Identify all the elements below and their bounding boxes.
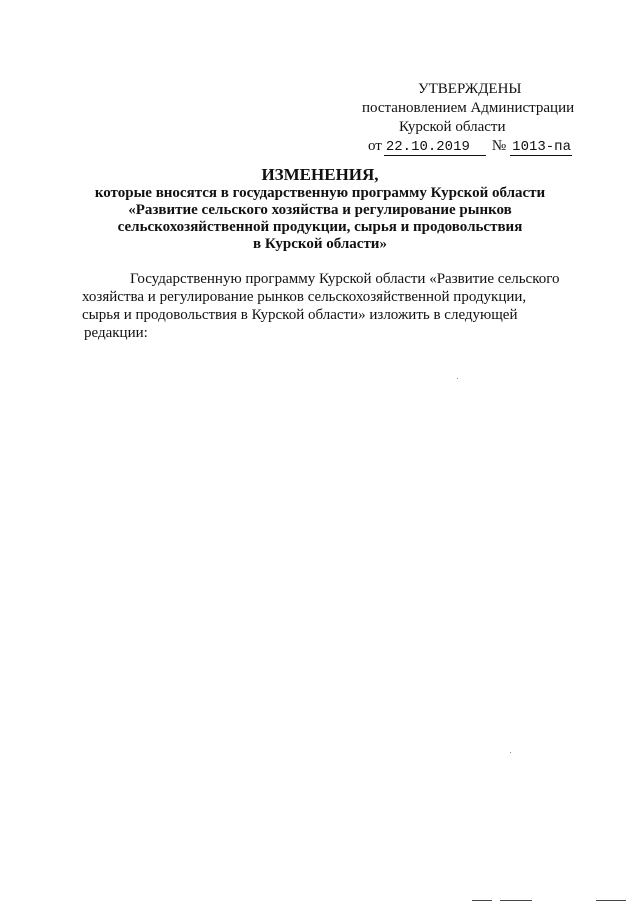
approval-region: Курской области xyxy=(399,119,506,135)
body-line-3: сырья и продовольствия в Курской области» изложить в следующей xyxy=(82,307,518,323)
scan-speck xyxy=(457,378,458,379)
number-sign: № xyxy=(491,138,507,154)
scan-mark xyxy=(596,900,626,901)
heading-line-4: в Курской области» xyxy=(253,236,387,252)
heading-line-3: сельскохозяйственной продукции, сырья и продовольствия xyxy=(117,219,523,235)
approval-date: 22.10.2019 xyxy=(384,139,486,156)
body-line-2: хозяйства и регулирование рынков сельскохозяйственной продукции, xyxy=(82,289,527,305)
heading-line-2: «Развитие сельского хозяйства и регулирование рынков xyxy=(128,202,512,218)
heading-line-1: которые вносятся в государственную программу Курской области xyxy=(94,185,546,201)
scan-speck xyxy=(510,752,511,753)
approval-title: УТВЕРЖДЕНЫ xyxy=(418,81,522,97)
approval-authority: постановлением Администрации xyxy=(362,100,575,116)
document-heading xyxy=(80,164,560,253)
heading-title: ИЗМЕНЕНИЯ, xyxy=(261,165,379,184)
document-body xyxy=(82,270,594,342)
approval-date-line xyxy=(340,137,610,156)
scan-mark xyxy=(472,900,492,901)
scan-mark xyxy=(500,900,532,901)
body-line-1: Государственную программу Курской области «Развитие сельского xyxy=(130,271,560,287)
body-line-4: редакции: xyxy=(84,325,148,341)
approval-number: 1013-па xyxy=(512,139,571,155)
approval-stamp xyxy=(340,80,610,156)
date-prefix: от xyxy=(368,138,382,154)
